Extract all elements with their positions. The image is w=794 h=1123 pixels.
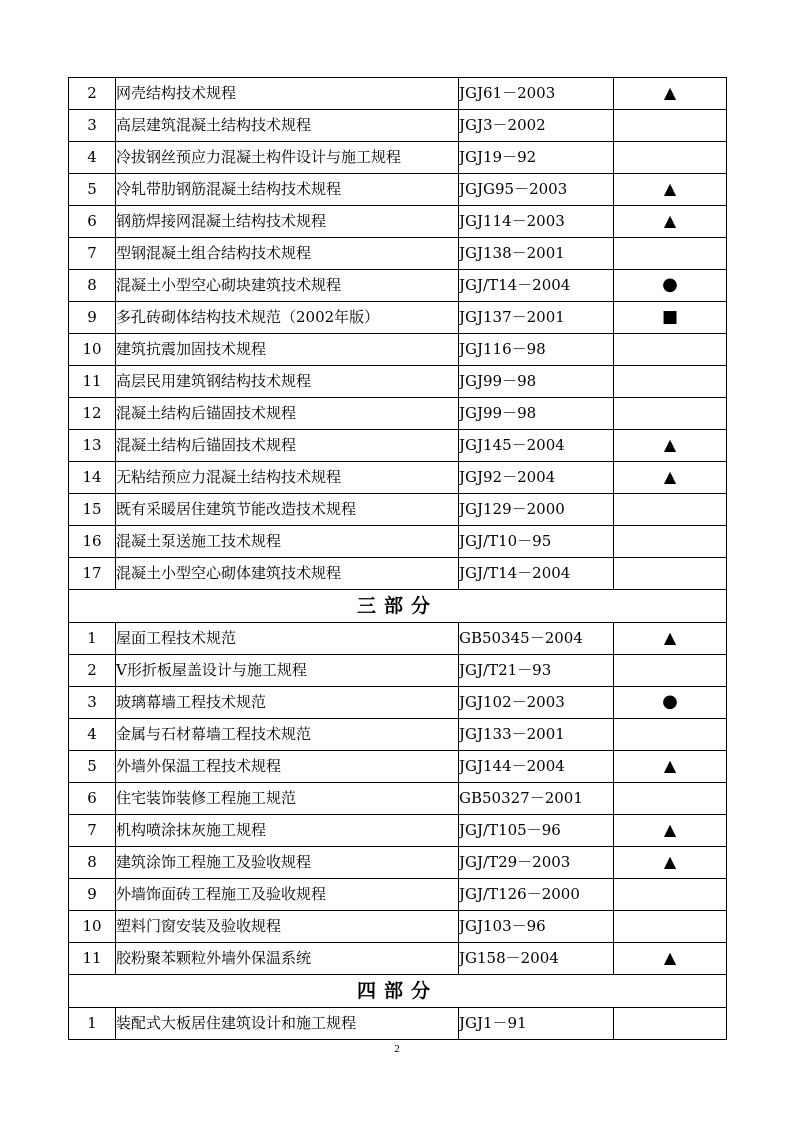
standard-code: JGJ133－2001 <box>459 719 614 751</box>
table-row <box>69 142 727 174</box>
triangle-icon: ▲ <box>663 467 677 486</box>
standard-code: JGJ/T10－95 <box>459 526 614 558</box>
status-mark-cell <box>614 430 727 462</box>
table-row <box>69 462 727 494</box>
standard-code: JGJ1－91 <box>459 1008 614 1040</box>
standard-code: JGJ/T29－2003 <box>459 847 614 879</box>
standard-name: 金属与石材幕墙工程技术规范 <box>116 719 459 751</box>
standard-name: 建筑涂饰工程施工及验收规程 <box>116 847 459 879</box>
table-row <box>69 302 727 334</box>
standard-name: 塑料门窗安装及验收规程 <box>116 911 459 943</box>
standard-name: 冷轧带肋钢筋混凝土结构技术规程 <box>116 174 459 206</box>
status-mark-cell <box>614 270 727 302</box>
standard-code: JGJ116－98 <box>459 334 614 366</box>
status-mark-cell <box>614 911 727 943</box>
status-mark-cell <box>614 78 727 110</box>
table-row <box>69 783 727 815</box>
table-row <box>69 943 727 975</box>
row-number: 12 <box>69 398 116 430</box>
row-number: 3 <box>69 110 116 142</box>
row-number: 17 <box>69 558 116 590</box>
row-number: 15 <box>69 494 116 526</box>
standard-name: 胶粉聚苯颗粒外墙外保温系统 <box>116 943 459 975</box>
standard-code: JGJ/T14－2004 <box>459 270 614 302</box>
standard-name: 玻璃幕墙工程技术规范 <box>116 687 459 719</box>
table-row <box>69 206 727 238</box>
standard-code: JGJ99－98 <box>459 366 614 398</box>
status-mark-cell <box>614 879 727 911</box>
standard-code: JGJG95－2003 <box>459 174 614 206</box>
row-number: 10 <box>69 911 116 943</box>
standard-code: JGJ99－98 <box>459 398 614 430</box>
standard-code: JGJ3－2002 <box>459 110 614 142</box>
table-row <box>69 655 727 687</box>
status-mark-cell <box>614 238 727 270</box>
circle-icon: ● <box>662 274 678 295</box>
section-header-row <box>69 975 727 1008</box>
standards-table-body <box>69 78 727 1040</box>
row-number: 6 <box>69 206 116 238</box>
status-mark-cell <box>614 815 727 847</box>
row-number: 5 <box>69 751 116 783</box>
table-row <box>69 847 727 879</box>
standard-name: 外墙饰面砖工程施工及验收规程 <box>116 879 459 911</box>
standard-name: 无粘结预应力混凝土结构技术规程 <box>116 462 459 494</box>
table-row <box>69 623 727 655</box>
status-mark-cell <box>614 302 727 334</box>
standard-name: 高层建筑混凝土结构技术规程 <box>116 110 459 142</box>
standard-code: JGJ102－2003 <box>459 687 614 719</box>
standard-name: 屋面工程技术规范 <box>116 623 459 655</box>
standard-code: JGJ/T14－2004 <box>459 558 614 590</box>
standard-code: GB50345－2004 <box>459 623 614 655</box>
row-number: 1 <box>69 623 116 655</box>
standard-name: 混凝土结构后锚固技术规程 <box>116 398 459 430</box>
status-mark-cell <box>614 462 727 494</box>
status-mark-cell <box>614 398 727 430</box>
row-number: 3 <box>69 687 116 719</box>
standard-name: V形折板屋盖设计与施工规程 <box>116 655 459 687</box>
row-number: 10 <box>69 334 116 366</box>
row-number: 13 <box>69 430 116 462</box>
section-title: 三部分 <box>69 590 727 623</box>
status-mark-cell <box>614 751 727 783</box>
status-mark-cell <box>614 943 727 975</box>
row-number: 11 <box>69 943 116 975</box>
table-row <box>69 687 727 719</box>
table-row <box>69 719 727 751</box>
status-mark-cell <box>614 847 727 879</box>
row-number: 16 <box>69 526 116 558</box>
table-row <box>69 334 727 366</box>
triangle-icon: ▲ <box>663 820 677 839</box>
row-number: 11 <box>69 366 116 398</box>
standard-name: 混凝土小型空心砌块建筑技术规程 <box>116 270 459 302</box>
triangle-icon: ▲ <box>663 83 677 102</box>
standard-code: JGJ92－2004 <box>459 462 614 494</box>
row-number: 6 <box>69 783 116 815</box>
triangle-icon: ▲ <box>663 756 677 775</box>
status-mark-cell <box>614 1008 727 1040</box>
table-row <box>69 911 727 943</box>
triangle-icon: ▲ <box>663 628 677 647</box>
page-number: 2 <box>394 1043 400 1055</box>
row-number: 5 <box>69 174 116 206</box>
circle-icon: ● <box>662 691 678 712</box>
table-row <box>69 1008 727 1040</box>
row-number: 8 <box>69 847 116 879</box>
status-mark-cell <box>614 110 727 142</box>
standard-name: 网壳结构技术规程 <box>116 78 459 110</box>
standard-code: JGJ19－92 <box>459 142 614 174</box>
standard-code: JGJ145－2004 <box>459 430 614 462</box>
standard-name: 既有采暖居住建筑节能改造技术规程 <box>116 494 459 526</box>
standard-name: 混凝土小型空心砌体建筑技术规程 <box>116 558 459 590</box>
standards-table <box>68 77 727 1040</box>
table-row <box>69 751 727 783</box>
status-mark-cell <box>614 334 727 366</box>
status-mark-cell <box>614 526 727 558</box>
standard-code: JGJ103－96 <box>459 911 614 943</box>
standard-code: JGJ138－2001 <box>459 238 614 270</box>
square-icon: ■ <box>661 307 679 327</box>
row-number: 1 <box>69 1008 116 1040</box>
table-row <box>69 78 727 110</box>
row-number: 8 <box>69 270 116 302</box>
standard-code: JGJ61－2003 <box>459 78 614 110</box>
standard-code: JGJ144－2004 <box>459 751 614 783</box>
triangle-icon: ▲ <box>663 948 677 967</box>
triangle-icon: ▲ <box>663 852 677 871</box>
section-header-row <box>69 590 727 623</box>
standard-code: JGJ129－2000 <box>459 494 614 526</box>
standard-code: JGJ137－2001 <box>459 302 614 334</box>
row-number: 2 <box>69 78 116 110</box>
row-number: 9 <box>69 302 116 334</box>
standard-name: 住宅装饰装修工程施工规范 <box>116 783 459 815</box>
standard-name: 型钢混凝土组合结构技术规程 <box>116 238 459 270</box>
standard-code: JG158－2004 <box>459 943 614 975</box>
standard-name: 建筑抗震加固技术规程 <box>116 334 459 366</box>
triangle-icon: ▲ <box>663 435 677 454</box>
row-number: 9 <box>69 879 116 911</box>
standard-code: JGJ/T126－2000 <box>459 879 614 911</box>
table-row <box>69 366 727 398</box>
table-row <box>69 270 727 302</box>
status-mark-cell <box>614 494 727 526</box>
triangle-icon: ▲ <box>663 179 677 198</box>
row-number: 2 <box>69 655 116 687</box>
status-mark-cell <box>614 687 727 719</box>
status-mark-cell <box>614 206 727 238</box>
section-title: 四部分 <box>69 975 727 1008</box>
standard-name: 机构喷涂抹灰施工规程 <box>116 815 459 847</box>
row-number: 7 <box>69 815 116 847</box>
table-row <box>69 398 727 430</box>
status-mark-cell <box>614 366 727 398</box>
status-mark-cell <box>614 558 727 590</box>
status-mark-cell <box>614 783 727 815</box>
standard-name: 外墙外保温工程技术规程 <box>116 751 459 783</box>
standard-name: 冷拔钢丝预应力混凝土构件设计与施工规程 <box>116 142 459 174</box>
table-row <box>69 815 727 847</box>
table-row <box>69 526 727 558</box>
standard-name: 钢筋焊接网混凝土结构技术规程 <box>116 206 459 238</box>
table-row <box>69 430 727 462</box>
standard-code: JGJ/T105－96 <box>459 815 614 847</box>
row-number: 7 <box>69 238 116 270</box>
status-mark-cell <box>614 623 727 655</box>
status-mark-cell <box>614 655 727 687</box>
standard-name: 高层民用建筑钢结构技术规程 <box>116 366 459 398</box>
table-row <box>69 879 727 911</box>
triangle-icon: ▲ <box>663 211 677 230</box>
table-row <box>69 110 727 142</box>
table-row <box>69 174 727 206</box>
row-number: 4 <box>69 142 116 174</box>
status-mark-cell <box>614 719 727 751</box>
status-mark-cell <box>614 174 727 206</box>
table-row <box>69 238 727 270</box>
standard-name: 混凝土结构后锚固技术规程 <box>116 430 459 462</box>
row-number: 4 <box>69 719 116 751</box>
standard-name: 混凝土泵送施工技术规程 <box>116 526 459 558</box>
standard-code: JGJ/T21－93 <box>459 655 614 687</box>
status-mark-cell <box>614 142 727 174</box>
row-number: 14 <box>69 462 116 494</box>
standard-code: JGJ114－2003 <box>459 206 614 238</box>
standard-name: 多孔砖砌体结构技术规范（2002年版） <box>116 302 459 334</box>
standard-name: 装配式大板居住建筑设计和施工规程 <box>116 1008 459 1040</box>
table-row <box>69 558 727 590</box>
standard-code: GB50327－2001 <box>459 783 614 815</box>
table-row <box>69 494 727 526</box>
